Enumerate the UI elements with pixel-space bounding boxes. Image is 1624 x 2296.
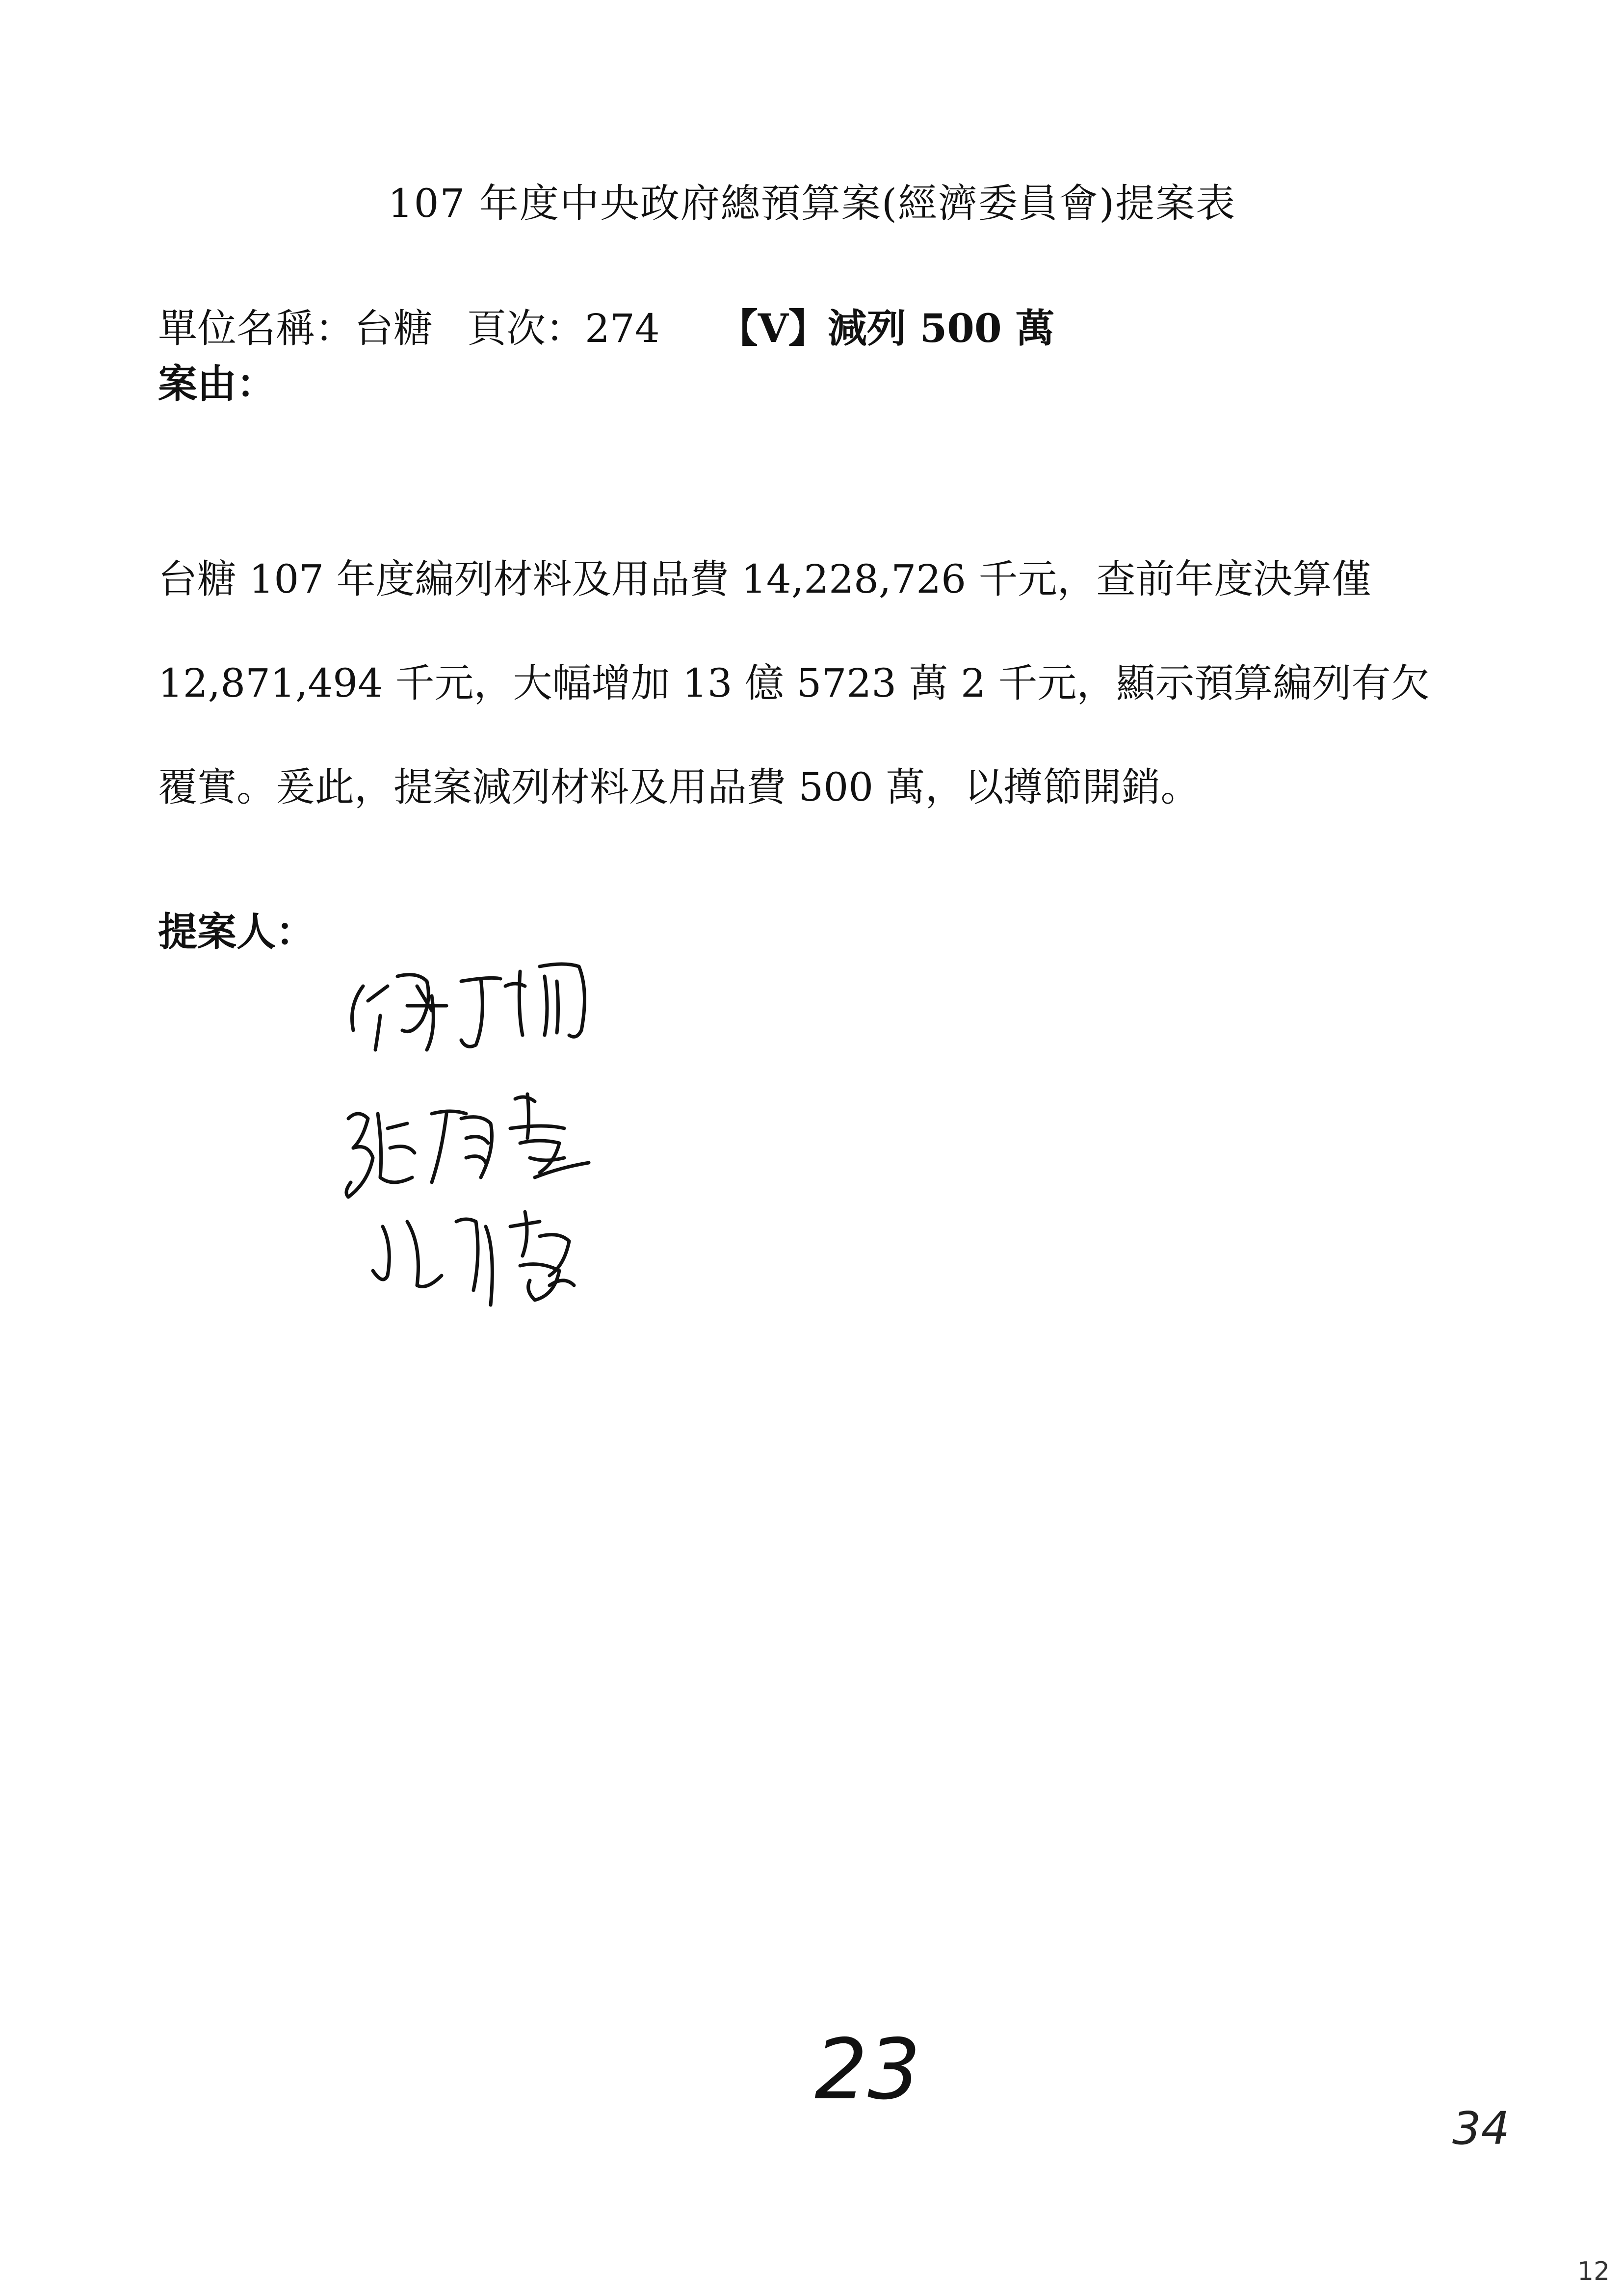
document-title: 107 年度中央政府總預算案(經濟委員會)提案表 [388,181,1236,226]
page-ref: 274 [585,306,660,351]
proposer-label: 提案人： [158,909,315,955]
signature-1 [352,964,585,1050]
unit-label: 單位名稱： [158,306,354,351]
corner-number: 12 [1577,2257,1610,2286]
signature-3 [373,1212,574,1305]
unit-name: 台糖 [354,306,433,351]
body-line: 台糖 107 年度編列材料及用品費 14,228,726 千元，查前年度決算僅 [158,556,1371,602]
body-line: 12,871,494 千元，大幅增加 13 億 5723 萬 2 千元，顯示預算編列有欠 [158,660,1430,706]
handwritten-signatures [334,932,775,1374]
page-label: 頁次： [467,306,585,351]
reason-body [158,527,1483,839]
reason-label: 案由： [158,361,276,407]
reduction-action: 【V】減列 500 萬 [718,305,1055,351]
unit-line [158,297,1054,353]
signature-2 [346,1094,589,1197]
body-line: 覆實。爰此，提案減列材料及用品費 500 萬，以撙節開銷。 [158,764,1200,810]
handwritten-number: 34 [1452,2102,1510,2155]
page-number: 23 [814,2021,921,2118]
